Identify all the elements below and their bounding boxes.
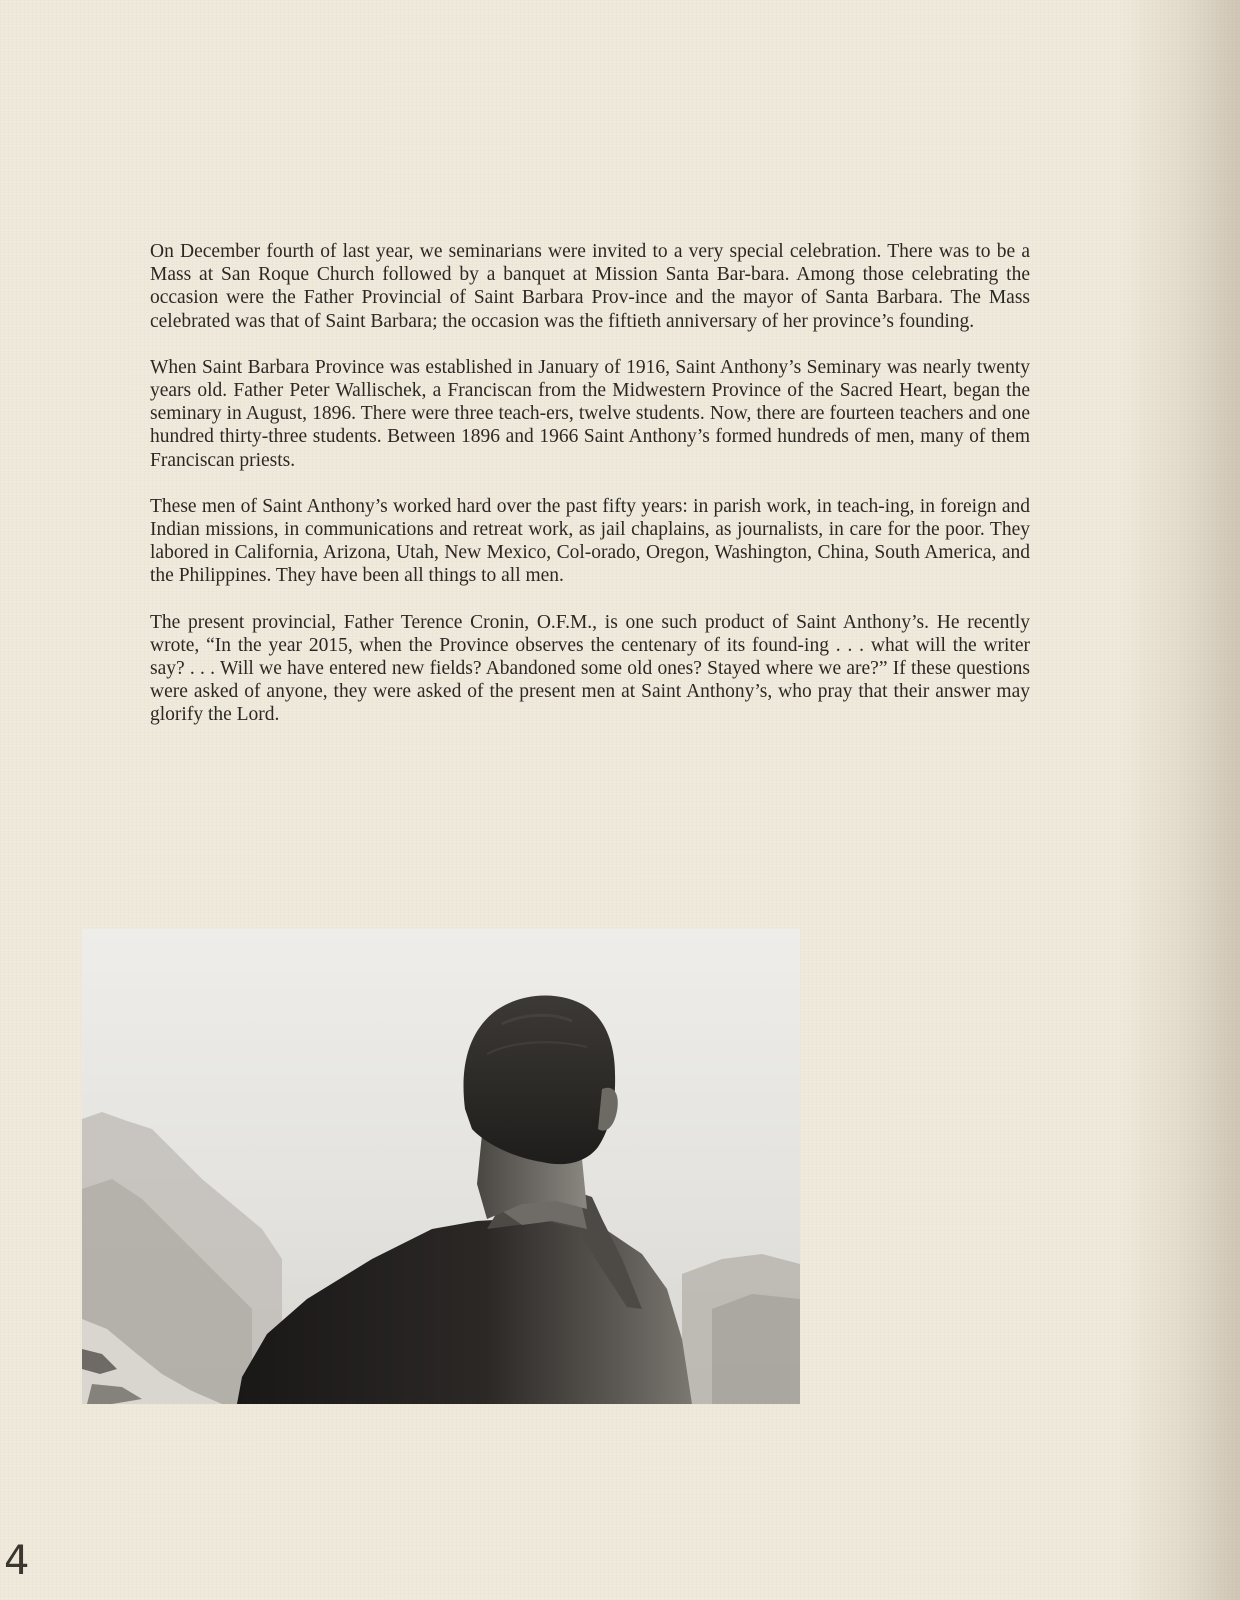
page-number: 4 — [4, 1538, 30, 1584]
paragraph-4: The present provincial, Father Terence Cronin, O.F.M., is one such product of Saint Anthony’s. He recently wrote, “In the year 2015, when the Province observes the centenary of its found-ing . . . what will the writer say? . . . Will we have entered new fields? Abandoned some old ones? Stayed where we are?” If these questions were asked of anyone, they were asked of the present men at Saint Anthony’s, who pray that their answer may glorify the Lord. — [150, 611, 1030, 726]
paragraph-2: When Saint Barbara Province was established in January of 1916, Saint Anthony’s Seminary was nearly twenty years old. Father Peter Wallischek, a Franciscan from the Midwestern Province of the Sacred Heart, began the seminary in August, 1896. There were three teach-ers, twelve students. Now, there are fourteen teachers and one hundred thirty-three students. Between 1896 and 1966 Saint Anthony’s formed hundreds of men, many of them Franciscan priests. — [150, 356, 1030, 471]
photograph — [82, 929, 800, 1404]
paragraph-1: On December fourth of last year, we seminarians were invited to a very special celebration. There was to be a Mass at San Roque Church followed by a banquet at Mission Santa Bar-bara. Among those celebrating the occasion were the Father Provincial of Saint Barbara Prov-ince and the mayor of Santa Barbara. The Mass celebrated was that of Saint Barbara; the occasion was the fiftieth anniversary of her province’s founding. — [150, 241, 1030, 332]
article-body — [150, 240, 1030, 750]
photo-man-overlooking-mountains-icon — [82, 929, 800, 1404]
paragraph-3: These men of Saint Anthony’s worked hard over the past fifty years: in parish work, in teach-ing, in foreign and Indian missions, in communications and retreat work, as jail chaplains, as journalists, in care for the poor. They labored in California, Arizona, Utah, New Mexico, Col-orado, Oregon, Washington, China, South America, and the Philippines. They have been all things to all men. — [150, 495, 1030, 587]
